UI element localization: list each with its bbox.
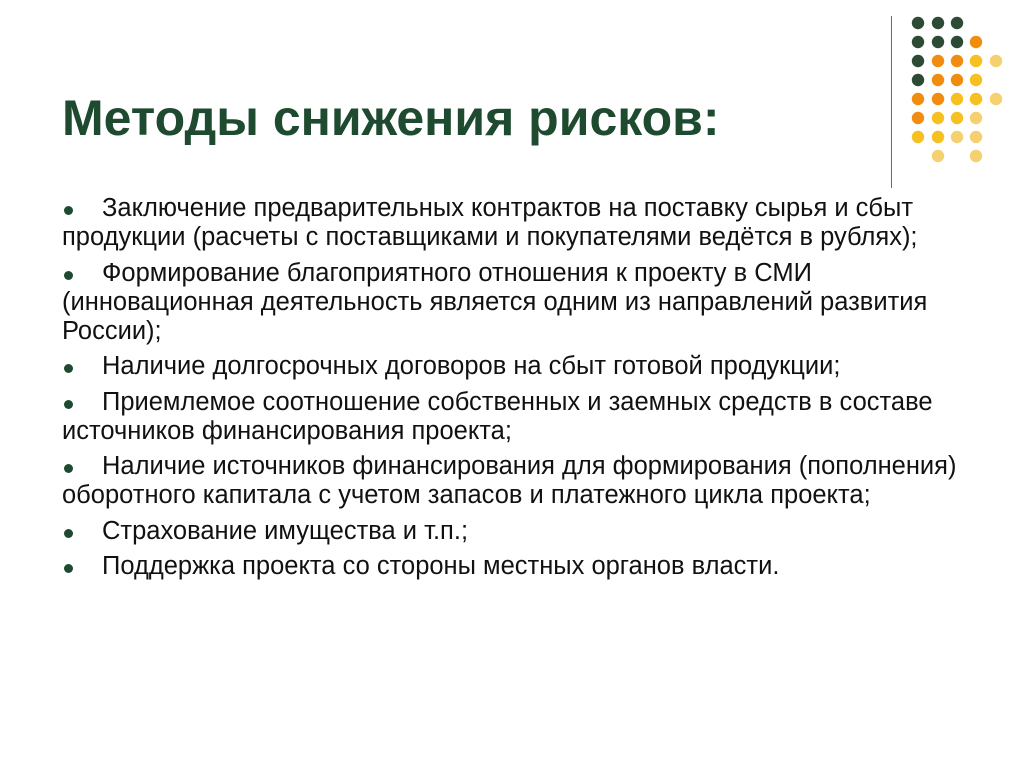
slide-title: Методы снижения рисков: (62, 90, 720, 146)
decor-dot (951, 17, 963, 29)
bullet-dot-icon (64, 464, 73, 473)
decor-dot (912, 74, 924, 86)
decor-dot (970, 36, 982, 48)
decor-dot (970, 93, 982, 105)
bullet-text: Заключение предварительных контрактов на поставку сырья и сбыт продукции (расчеты с поставщиками и покупателями ведётся в рублях); (62, 194, 918, 251)
bullet-item (62, 517, 982, 546)
vertical-divider (891, 16, 892, 188)
bullet-item (62, 388, 982, 446)
decor-dot (932, 17, 944, 29)
decor-dot (951, 93, 963, 105)
bullet-item (62, 452, 982, 510)
bullet-text: Наличие долгосрочных договоров на сбыт готовой продукции; (102, 352, 841, 380)
decor-dot (970, 74, 982, 86)
bullet-dot-icon (64, 206, 73, 215)
decor-dot (970, 55, 982, 67)
decor-dot (912, 17, 924, 29)
decor-dot (970, 112, 982, 124)
decor-dot (932, 131, 944, 143)
decor-dot (951, 112, 963, 124)
decor-dot (990, 93, 1002, 105)
decor-dot (951, 55, 963, 67)
decor-dot (951, 131, 963, 143)
bullet-text: Поддержка проекта со стороны местных органов власти. (102, 552, 780, 580)
bullet-text: Страхование имущества и т.п.; (102, 516, 469, 545)
decor-dot (912, 36, 924, 48)
decor-dot (932, 150, 944, 162)
bullet-text: Приемлемое соотношение собственных и заемных средств в составе источников финансирования проекта; (62, 387, 933, 445)
bullet-dot-icon (64, 400, 73, 409)
bullet-item (62, 352, 982, 381)
bullet-text: Наличие источников финансирования для формирования (пополнения) оборотного капитала с учетом запасов и платежного цикла проекта; (62, 452, 957, 509)
decor-dot (951, 36, 963, 48)
bullet-dot-icon (64, 364, 73, 373)
decor-dot (970, 150, 982, 162)
bullet-item (62, 552, 982, 581)
bullet-item (62, 259, 982, 346)
decor-dot (912, 93, 924, 105)
decor-dot (912, 112, 924, 124)
bullet-dot-icon (64, 529, 73, 538)
decor-dot (912, 131, 924, 143)
decor-dot (932, 93, 944, 105)
bullet-dot-icon (64, 564, 73, 573)
decor-dot (970, 131, 982, 143)
decor-dot (951, 74, 963, 86)
decor-dot (932, 55, 944, 67)
decor-dot (990, 55, 1002, 67)
bullet-text: Формирование благоприятного отношения к проекту в СМИ (инновационная деятельность является одним из направлений развития России); (62, 258, 928, 345)
decor-dot (932, 112, 944, 124)
decor-dot (932, 36, 944, 48)
bullet-item (62, 194, 982, 252)
decor-dot (932, 74, 944, 86)
bullet-list (62, 194, 982, 588)
bullet-dot-icon (64, 271, 73, 280)
decor-dot (912, 55, 924, 67)
